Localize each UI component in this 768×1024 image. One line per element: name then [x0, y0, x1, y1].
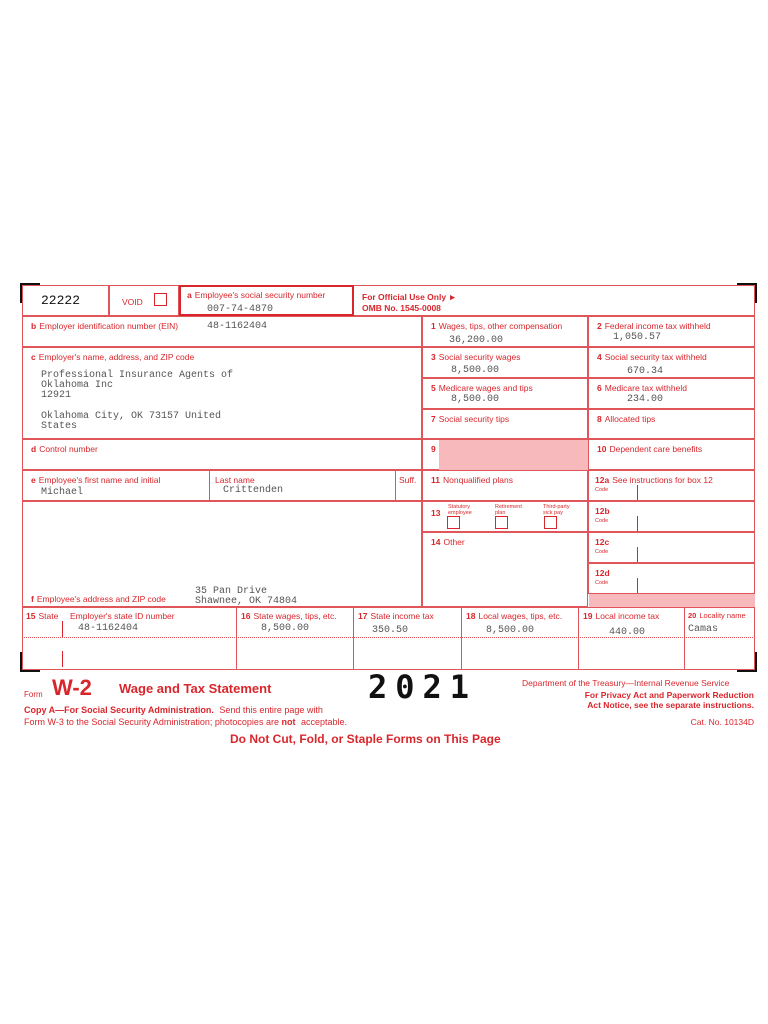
box-12d-code-label: Code	[595, 580, 609, 586]
box-2-label: 2 Federal income tax withheld	[597, 321, 711, 331]
box-d-label: d Control number	[31, 444, 98, 454]
box-12c	[588, 532, 755, 563]
box-19-label: 19 Local income tax	[583, 611, 660, 621]
box-12d	[588, 563, 755, 594]
box-12b	[588, 501, 755, 532]
thirdparty-label: Third-party sick pay	[543, 504, 570, 516]
box-1-label: 1 Wages, tips, other compensation	[431, 321, 563, 331]
box-12b-label: 12b	[595, 506, 610, 516]
box-14	[422, 532, 588, 607]
box-7-label: 7 Social security tips	[431, 414, 510, 424]
box-e-label: e Employee's first name and initial	[31, 475, 161, 485]
local-wages-value[interactable]: 8,500.00	[486, 625, 535, 636]
box-16-label: 16 State wages, tips, etc.	[241, 611, 337, 621]
box-e	[22, 470, 422, 501]
box-4-label: 4 Social security tax withheld	[597, 352, 707, 362]
box-12c-code-label: Code	[595, 549, 609, 555]
box-20-label: 20 Locality name	[688, 611, 746, 620]
cat-number: Cat. No. 10134D	[690, 717, 754, 727]
last-name-label: Last name	[215, 475, 255, 485]
employee-last-name[interactable]: Crittenden	[223, 485, 284, 496]
box-17	[354, 607, 462, 670]
box-9-number: 9	[431, 444, 436, 454]
ssn-value[interactable]: 007-74-4870	[207, 304, 274, 315]
federal-tax-value[interactable]: 1,050.57	[613, 332, 662, 343]
retirement-plan-checkbox[interactable]	[495, 516, 508, 529]
box-f-label: f Employee's address and ZIP code	[31, 594, 166, 604]
local-tax-value[interactable]: 440.00	[609, 627, 646, 638]
box-8-label: 8 Allocated tips	[597, 414, 656, 424]
state-wages-value[interactable]: 8,500.00	[261, 623, 310, 634]
ss-tax-value[interactable]: 670.34	[627, 366, 664, 377]
box-16	[237, 607, 354, 670]
box-9-shading	[439, 440, 588, 470]
official-use-box	[354, 285, 755, 316]
form-code: 22222	[41, 293, 81, 308]
box-8	[588, 409, 755, 439]
box-19	[579, 607, 685, 670]
box-3-label: 3 Social security wages	[431, 352, 521, 362]
box-15	[22, 607, 237, 670]
treasury-dept: Department of the Treasury—Internal Revenue Service	[522, 678, 730, 688]
locality-name-value[interactable]: Camas	[688, 624, 719, 635]
suffix-label: Suff.	[399, 475, 417, 485]
official-use-label: For Official Use Only ►	[362, 292, 457, 302]
box-4	[588, 347, 755, 378]
state-id-value[interactable]: 48-1162404	[78, 623, 139, 634]
statutory-employee-checkbox[interactable]	[447, 516, 460, 529]
void-checkbox[interactable]	[154, 293, 167, 306]
box-9	[422, 439, 588, 470]
box-12b-code-label: Code	[595, 518, 609, 524]
box-5	[422, 378, 588, 409]
ss-wages-value[interactable]: 8,500.00	[451, 365, 500, 376]
employee-address-line2[interactable]: Shawnee, OK 74804	[195, 596, 298, 607]
employer-name-line1[interactable]: Professional Insurance Agents of	[41, 370, 234, 381]
box-12a-label: 12a See instructions for box 12	[595, 475, 713, 485]
employer-address-line3[interactable]: 12921	[41, 390, 72, 401]
box-18	[462, 607, 579, 670]
box-15-label: 15 State	[26, 611, 59, 621]
box-18-label: 18 Local wages, tips, etc.	[466, 611, 563, 621]
box-f	[22, 501, 422, 607]
form-word: Form	[24, 690, 43, 699]
form-code-box	[22, 285, 109, 316]
box-12-bottom-shading	[589, 594, 755, 607]
ssn-label: a Employee's social security number	[187, 290, 326, 300]
box-12a	[588, 470, 755, 501]
box-10	[588, 439, 755, 470]
box-7	[422, 409, 588, 439]
omb-number: OMB No. 1545-0008	[362, 303, 441, 313]
box-6	[588, 378, 755, 409]
do-not-cut-warning: Do Not Cut, Fold, or Staple Forms on This Page	[230, 732, 501, 746]
medicare-tax-value[interactable]: 234.00	[627, 394, 664, 405]
medicare-wages-value[interactable]: 8,500.00	[451, 394, 500, 405]
box-12c-label: 12c	[595, 537, 610, 547]
box-13-number: 13	[431, 508, 441, 518]
void-box	[109, 285, 179, 316]
employer-name-line2[interactable]: Oklahoma Inc	[41, 380, 114, 391]
box-12a-code-label: Code	[595, 487, 609, 493]
box-13	[422, 501, 588, 532]
box-3	[422, 347, 588, 378]
state-tax-value[interactable]: 350.50	[372, 625, 409, 636]
box-11-label: 11 Nonqualified plans	[431, 475, 513, 485]
w2-form	[22, 285, 755, 670]
box-14-label: 14 Other	[431, 537, 465, 547]
form-name: W-2	[52, 675, 92, 700]
box-5-label: 5 Medicare wages and tips	[431, 383, 533, 393]
state-id-label: Employer's state ID number	[70, 611, 175, 621]
ssn-box	[179, 285, 354, 316]
form-title: Wage and Tax Statement	[119, 681, 272, 696]
box-1	[422, 316, 588, 347]
box-b-label: b Employer identification number (EIN)	[31, 321, 179, 331]
box-d	[22, 439, 422, 470]
box-20	[685, 607, 755, 670]
employee-first-name[interactable]: Michael	[41, 487, 84, 498]
box-12d-label: 12d	[595, 568, 610, 578]
employee-address-line1[interactable]: 35 Pan Drive	[195, 586, 268, 597]
box-c-label: c Employer's name, address, and ZIP code	[31, 352, 195, 362]
box-11	[422, 470, 588, 501]
statutory-label: Statutory employee	[448, 504, 472, 516]
box-2	[588, 316, 755, 347]
box-b	[22, 316, 422, 347]
tax-year: 2021	[368, 668, 478, 706]
void-label: VOID	[122, 297, 143, 307]
privacy-line2: Act Notice, see the separate instructions.	[587, 700, 754, 710]
copy-a-line1: Copy A—For Social Security Administration. Send this entire page with	[24, 705, 323, 715]
box-10-label: 10 Dependent care benefits	[597, 444, 703, 454]
ein-value[interactable]: 48-1162404	[207, 321, 268, 332]
copy-a-line2: Form W-3 to the Social Security Administration; photocopies are not acceptable.	[24, 717, 347, 727]
third-party-sick-pay-checkbox[interactable]	[544, 516, 557, 529]
box-c	[22, 347, 422, 439]
employer-address-line4[interactable]: Oklahoma City, OK 73157 United	[41, 411, 222, 422]
retirement-label: Retirement plan	[495, 504, 522, 516]
privacy-line1: For Privacy Act and Paperwork Reduction	[584, 690, 754, 700]
box-6-label: 6 Medicare tax withheld	[597, 383, 687, 393]
employer-address-line5[interactable]: States	[41, 421, 78, 432]
box-17-label: 17 State income tax	[358, 611, 434, 621]
wages-value[interactable]: 36,200.00	[449, 335, 504, 346]
